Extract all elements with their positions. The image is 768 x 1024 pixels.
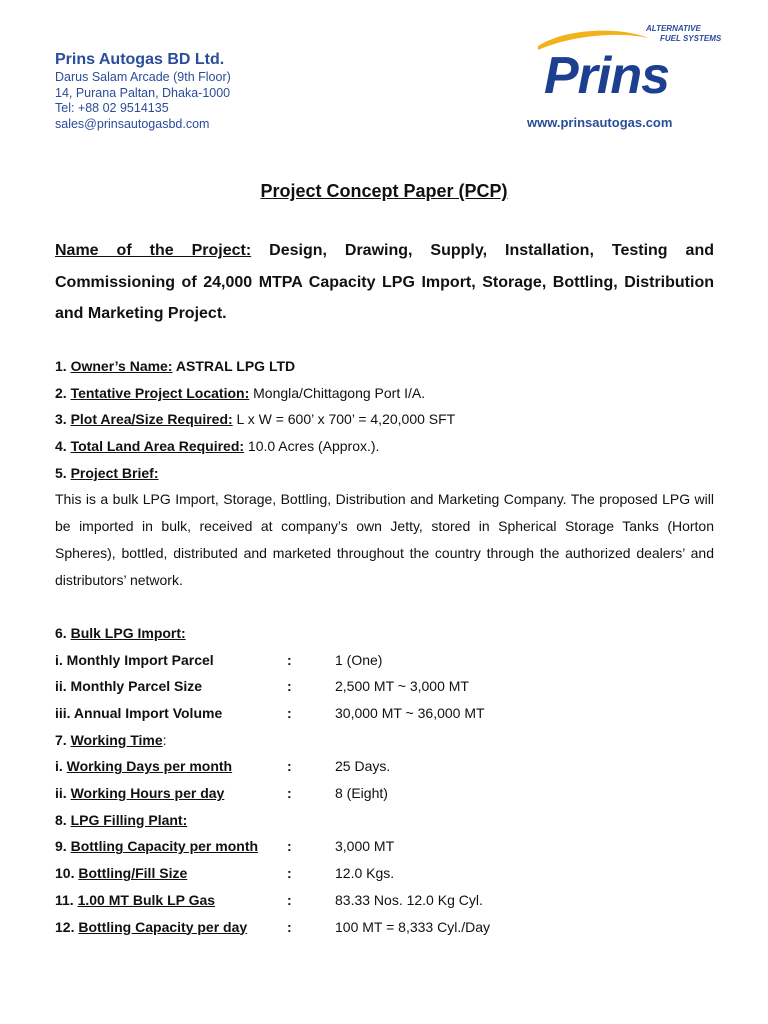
telephone: Tel: +88 02 9514135 — [55, 101, 169, 115]
plant-row: 12. Bottling Capacity per day : 100 MT = 8,333 Cyl./Day — [55, 918, 490, 935]
land-row: 4. Total Land Area Required: 10.0 Acres (Approx.). — [55, 438, 380, 455]
field-label: Tentative Project Location: — [70, 384, 250, 401]
plant-row: 9. Bottling Capacity per month : 3,000 MT — [55, 838, 395, 855]
owner-row: 1. Owner’s Name: ASTRAL LPG LTD — [55, 358, 296, 374]
import-heading: 6. Bulk LPG Import: — [55, 624, 186, 641]
address-line: 14, Purana Paltan, Dhaka-1000 — [55, 85, 231, 100]
location-row: 2. Tentative Project Location: Mongla/Chittagong Port I/A. — [55, 384, 426, 401]
working-row: ii. Working Hours per day : 8 (Eight) — [55, 785, 388, 802]
field-value: 10.0 Acres (Approx.). — [244, 438, 380, 455]
field-value: Mongla/Chittagong Port I/A. — [249, 384, 426, 401]
field-label: Owner’s Name: — [70, 358, 173, 374]
project-brief-text: This is a bulk LPG Import, Storage, Bottling, Distribution and Marketing Company. The proposed LPG will be imported in bulk, received at company’s own Jetty, stored in Spherical Storage Tanks (Horton Spheres), bottled, distributed and marketed throughout the country through the authorized dealers’ and distributors’ network. — [55, 491, 714, 588]
company-info — [55, 50, 231, 132]
import-row: i. Monthly Import Parcel : 1 (One) — [55, 651, 383, 668]
brief-heading: 5. Project Brief: — [55, 464, 159, 481]
import-row: ii. Monthly Parcel Size : 2,500 MT ~ 3,000 MT — [55, 678, 469, 695]
project-label: Name of the Project: — [55, 242, 252, 259]
import-row: iii. Annual Import Volume : 30,000 MT ~ 36,000 MT — [55, 705, 485, 721]
field-label: Project Brief: — [70, 464, 159, 481]
project-text: Design, Drawing, Supply, Installation, Testing and Commissioning of 24,000 MTPA Capacity LPG Import, Storage, Bottling, Distribution and Marketing Project. — [55, 242, 714, 322]
field-value: L x W = 600’ x 700’ = 4,20,000 SFT — [232, 411, 456, 428]
plant-heading: 8. LPG Filling Plant: — [55, 811, 188, 828]
document-title: Project Concept Paper (PCP) — [260, 181, 508, 201]
website-link[interactable]: www.prinsautogas.com — [527, 115, 673, 130]
field-label: Total Land Area Required: — [70, 438, 245, 455]
working-heading: 7. Working Time: — [55, 731, 167, 748]
project-name — [55, 235, 714, 330]
field-value: ASTRAL LPG LTD — [172, 358, 296, 374]
plot-row: 3. Plot Area/Size Required: L x W = 600’ x 700’ = 4,20,000 SFT — [55, 411, 456, 428]
working-row: i. Working Days per month : 25 Days. — [55, 758, 391, 775]
plant-row: 10. Bottling/Fill Size : 12.0 Kgs. — [55, 865, 395, 882]
logo-wordmark: Prins — [544, 47, 670, 105]
field-label: Plot Area/Size Required: — [70, 411, 233, 428]
prins-logo — [530, 24, 740, 108]
project-details — [55, 353, 714, 940]
logo-tagline: ALTERNATIVE FUEL SYSTEMS — [646, 24, 722, 43]
address-line: Darus Salam Arcade (9th Floor) — [55, 70, 231, 84]
email: sales@prinsautogasbd.com — [55, 116, 210, 131]
plant-row: 11. 1.00 MT Bulk LP Gas : 83.33 Nos. 12.0 Kg Cyl. — [55, 891, 483, 908]
company-name: Prins Autogas BD Ltd. — [55, 51, 225, 68]
